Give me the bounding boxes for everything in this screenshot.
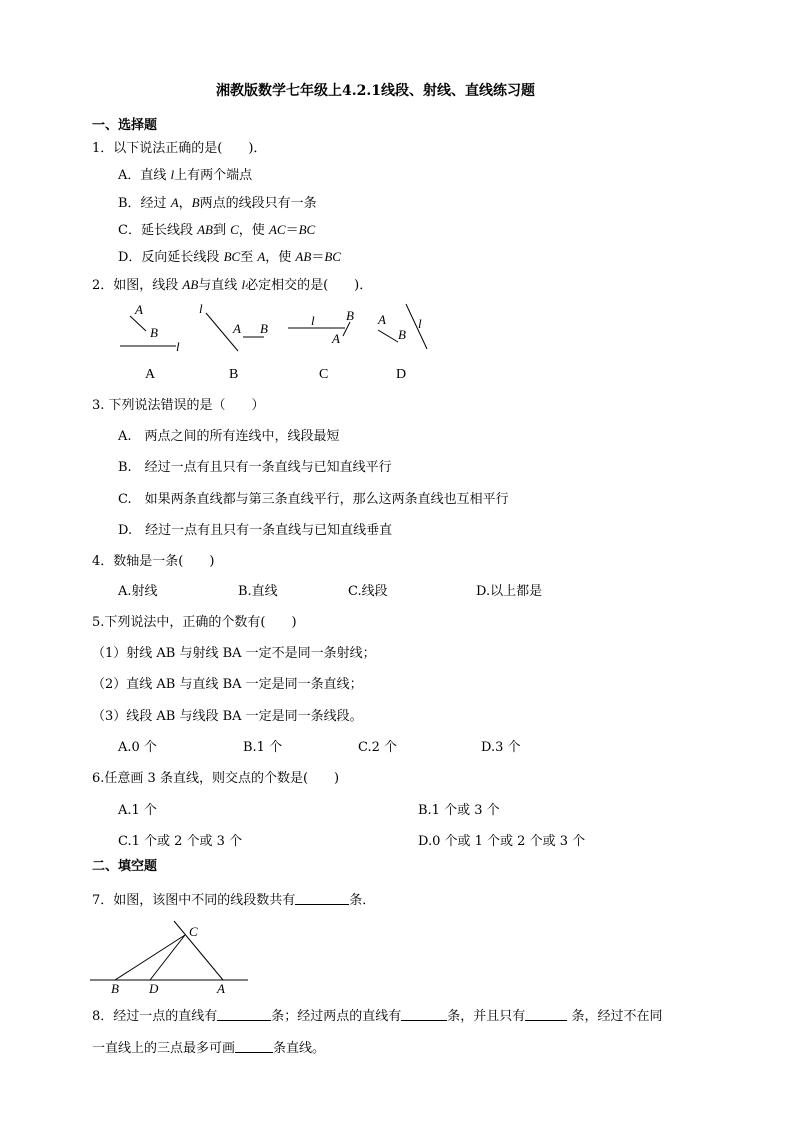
- fig-7-label-d: D: [149, 981, 159, 996]
- page-title: 湘教版数学七年级上4.2.1线段、射线、直线练习题: [216, 83, 535, 99]
- fig-a-label-l: l: [176, 339, 180, 354]
- fig-7-label-c: C: [189, 924, 198, 939]
- question-5-option-b: B.1 个: [243, 740, 283, 755]
- question-4-option-a: A.射线: [118, 584, 158, 599]
- question-4-option-d: D.以上都是: [476, 584, 543, 599]
- question-4-stem: 4．数轴是一条( ): [92, 554, 215, 569]
- figure-caption-c: C: [319, 367, 329, 382]
- question-5-option-d: D.3 个: [481, 740, 521, 755]
- fig-b-label-a: A: [233, 321, 241, 336]
- fig-d-label-b: B: [398, 327, 406, 342]
- fig-b-label-l: l: [199, 301, 203, 316]
- section-heading-choice: 一、选择题: [92, 118, 158, 133]
- question-8-line-1: 8．经过一点的直线有 条；经过两点的直线有 条，并且只有 条，经过不在同: [92, 1009, 663, 1024]
- question-5-option-a: A.0 个: [118, 740, 157, 755]
- question-3-option-a: A. 两点之间的所有连线中，线段最短: [118, 429, 340, 444]
- fig-d-label-a: A: [378, 312, 386, 327]
- fig-d-label-l: l: [418, 316, 422, 331]
- figure-caption-d: D: [396, 367, 407, 382]
- question-6-option-a: A.1 个: [118, 803, 157, 818]
- question-6-option-d: D.0 个或 1 个或 2 个或 3 个: [418, 834, 586, 849]
- question-1-option-b: B．经过 A，B两点的线段只有一条: [118, 195, 317, 211]
- fig-c-label-l: l: [311, 313, 315, 328]
- fig-7-label-b: B: [111, 981, 119, 996]
- question-1-option-c: C．延长线段 AB到 C，使 AC＝BC: [118, 222, 316, 238]
- answer-blank[interactable]: [401, 1008, 447, 1021]
- fig-a-label-b: B: [150, 325, 158, 340]
- question-3-stem: 3. 下列说法错误的是（ ）: [92, 398, 265, 413]
- question-1-option-a: A．直线 l上有两个端点: [118, 167, 253, 183]
- question-3-option-b: B. 经过一点有且只有一条直线与已知直线平行: [118, 460, 392, 475]
- fig-b-label-b: B: [260, 321, 268, 336]
- question-6-stem: 6.任意画 3 条直线，则交点的个数是( ): [92, 771, 340, 786]
- answer-blank[interactable]: [235, 1040, 273, 1053]
- question-4-option-c: C.线段: [348, 584, 388, 599]
- question-3-option-c: C. 如果两条直线都与第三条直线平行，那么这两条直线也互相平行: [118, 492, 509, 507]
- question-6-option-b: B.1 个或 3 个: [418, 803, 500, 818]
- question-4-option-b: B.直线: [238, 584, 278, 599]
- fig-c-label-a: A: [332, 331, 340, 346]
- question-5-statement-3: （3）线段 AB 与线段 BA 一定是同一条线段。: [92, 709, 363, 724]
- fig-a-label-a: A: [135, 302, 143, 317]
- question-1-stem: 1．以下说法正确的是( )．: [92, 141, 267, 156]
- question-5-statement-1: （1）射线 AB 与射线 BA 一定不是同一条射线；: [92, 646, 376, 661]
- question-8-line-2: 一直线上的三点最多可画 条直线。: [92, 1041, 326, 1056]
- question-3-option-d: D. 经过一点有且只有一条直线与已知直线垂直: [118, 523, 393, 538]
- figure-caption-a: A: [145, 367, 156, 382]
- question-5-stem: 5.下列说法中，正确的个数有( ): [92, 615, 297, 630]
- question-5-option-c: C.2 个: [358, 740, 398, 755]
- question-6-option-c: C.1 个或 2 个或 3 个: [118, 834, 243, 849]
- fig-7-label-a: A: [217, 981, 225, 996]
- question-5-statement-2: （2）直线 AB 与直线 BA 一定是同一条直线；: [92, 677, 363, 692]
- fig-c-label-b: B: [346, 308, 354, 323]
- question-7-stem: 7．如图，该图中不同的线段数共有 条．: [92, 893, 376, 908]
- question-1-option-d: D．反向延长线段 BC至 A，使 AB＝BC: [118, 249, 341, 265]
- figure-caption-b: B: [229, 367, 239, 382]
- section-heading-fill: 二、填空题: [92, 859, 158, 874]
- answer-blank[interactable]: [525, 1008, 567, 1021]
- question-2-stem: 2．如图，线段 AB与直线 l必定相交的是( )．: [92, 277, 373, 293]
- answer-blank[interactable]: [217, 1008, 271, 1021]
